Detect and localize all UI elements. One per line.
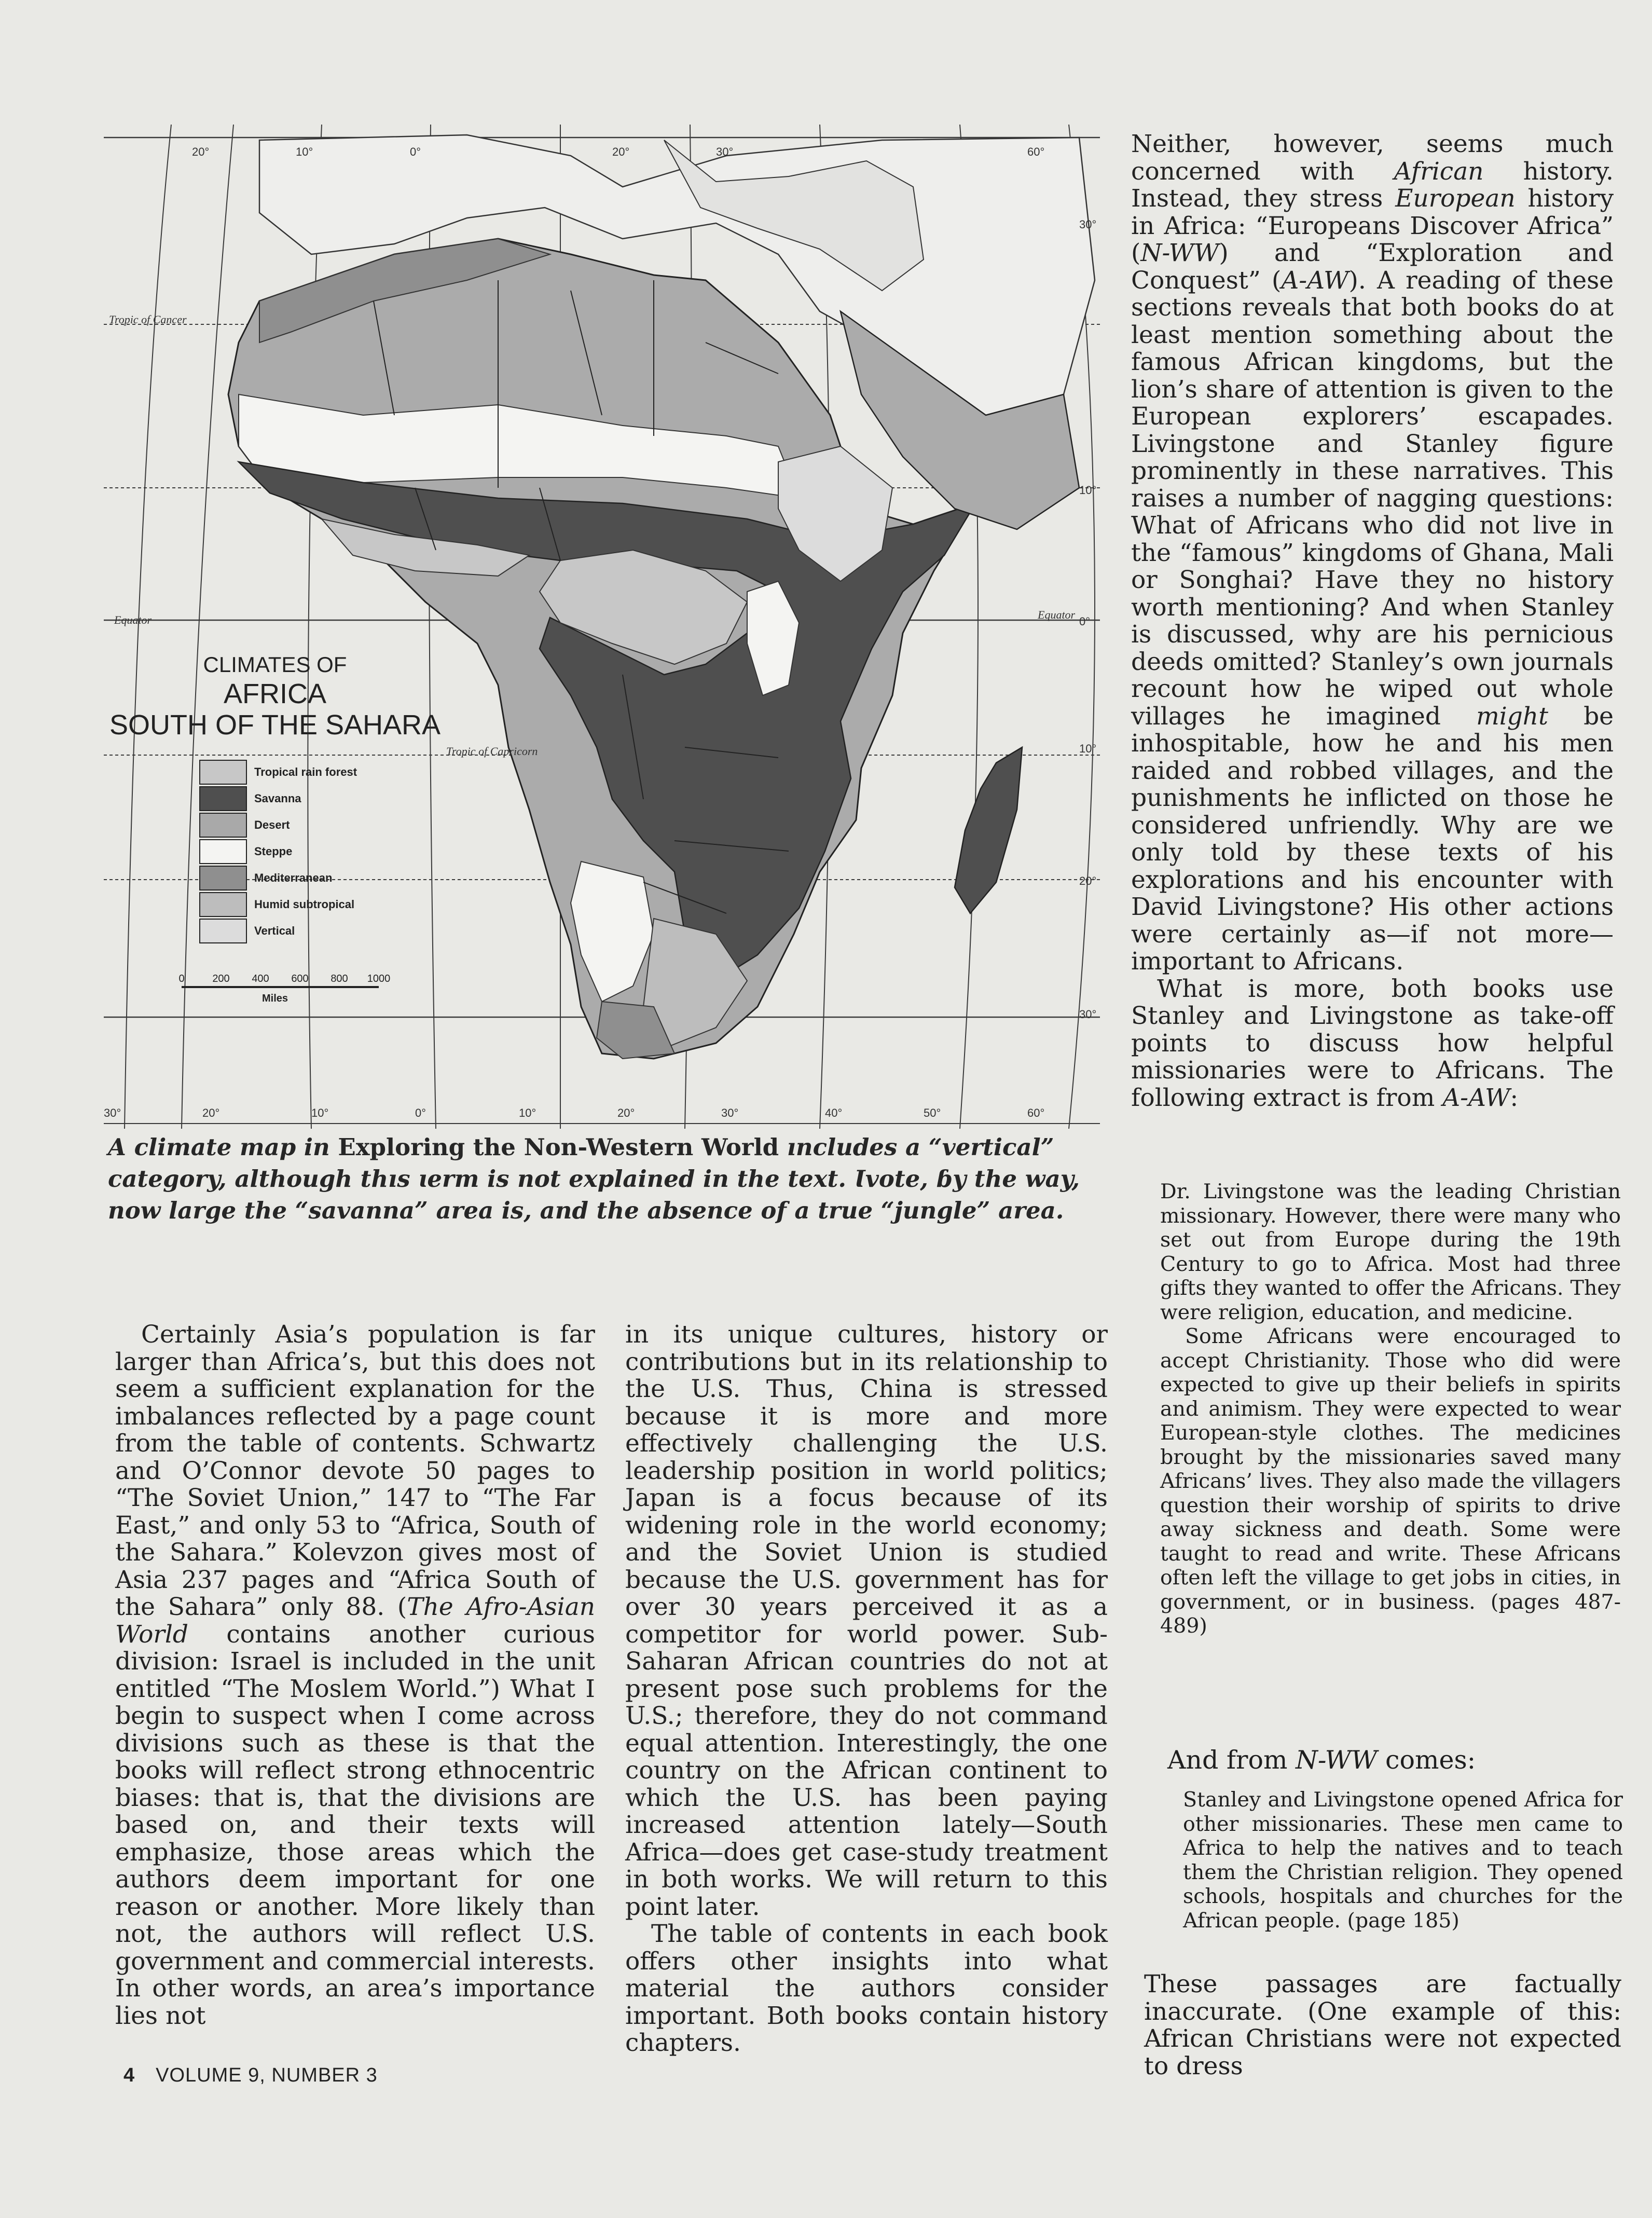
legend-swatch	[200, 866, 246, 890]
page-footer	[123, 2064, 378, 2087]
tropic-of-cancer-label: Tropic of Cancer	[109, 313, 187, 326]
map-title-line-2: AFRICA	[223, 678, 327, 709]
right-paragraph-2	[1131, 976, 1614, 1112]
bottom-deg-6: 20°	[617, 1106, 635, 1119]
tropic-of-capricorn-label: Tropic of Capricorn	[446, 745, 538, 758]
middle-paragraph-2: The table of contents in each book offers other insights into what material the authors consider important. Both books contain history chapters.	[625, 1920, 1108, 2057]
map-title-line-1: CLIMATES OF	[203, 652, 347, 677]
legend-swatch	[200, 760, 246, 784]
map-caption	[108, 1131, 1109, 1226]
right-text-i: ). A reading of these sections reveals that both books do at least mention something about the famous African kingdoms, but the lion’s share of attention is given to the European explorers’ escapades. Livingstone and Stanley figure prominently in these narratives. This raises a number of nagging questions: What of Africans who did not live in the “famous” kingdoms of Ghana, Mali or Songhai? Have they no history worth mentioning? And when Stanley is discussed, why are his pernicious deeds omitted? Stanley’s own journals recount how he wiped out whole villages he imagined	[1131, 266, 1614, 731]
bottom-deg-5: 10°	[519, 1106, 536, 1119]
right-text-2b: A-AW	[1442, 1083, 1510, 1112]
top-deg-4: 20°	[612, 145, 630, 158]
bottom-deg-2: 20°	[202, 1106, 220, 1119]
map-title-line-3: SOUTH OF THE SAHARA	[109, 709, 441, 741]
right-deg-5: 20°	[1079, 874, 1097, 887]
top-deg-5: 30°	[716, 145, 734, 158]
left-text-c: contains another curious division: Israel is included in the unit entitled “The Moslem World.”) What I begin to suspect when I come across divisions such as these is that the books will reflect strong ethnocentric biases: that is, that the divisions are based on, and their texts will emphasize, those areas which the authors deem important for one reason or another. More likely than not, the authors will reflect U.S. government and commercial interests. In other words, an area’s importance lies not	[115, 1620, 595, 2030]
bottom-deg-7: 30°	[721, 1106, 739, 1119]
top-deg-2: 10°	[296, 145, 313, 158]
right-text-f: N-WW	[1140, 239, 1219, 267]
equator-left-label: Equator	[114, 613, 152, 626]
subhead-c: comes:	[1377, 1745, 1476, 1775]
scale-tick-label: 400	[252, 973, 269, 984]
subhead-a: And from	[1167, 1745, 1296, 1775]
quote-aaw	[1160, 1180, 1621, 1638]
closing-paragraph: These passages are factually inaccurate. (One example of this: African Christians were not expected to dress	[1144, 1970, 1621, 2080]
top-deg-1: 20°	[192, 145, 210, 158]
legend-swatch	[200, 840, 246, 864]
left-text-book: The Afro-Asian World	[115, 1593, 595, 1649]
left-column	[115, 1321, 595, 2030]
right-deg-4: 10°	[1079, 742, 1097, 755]
legend-label: Desert	[254, 818, 290, 831]
right-text-e: history in Africa: “Europeans Discover Africa” (	[1131, 184, 1614, 267]
right-text-2c: :	[1510, 1083, 1519, 1112]
scale-tick-label: 200	[212, 973, 230, 984]
bottom-deg-10: 60°	[1027, 1106, 1045, 1119]
legend-label: Tropical rain forest	[254, 765, 357, 778]
legend-label: Vertical	[254, 924, 295, 937]
left-paragraph	[115, 1321, 595, 2030]
bottom-deg-4: 0°	[415, 1106, 426, 1119]
right-text-g: ) and “Exploration and Conquest” (	[1131, 239, 1614, 295]
legend-swatch	[200, 919, 246, 943]
caption-part-2: ıncludes a “vertical” category, although thıs ɩerm is not explained in the text. Ɩvote, ɓy the way, now large the “savanna” area is, and the absence of a true “jungle” area.	[108, 1133, 1080, 1224]
bottom-deg-3: 10°	[311, 1106, 329, 1119]
scale-tick-label: 800	[331, 973, 348, 984]
left-text-a: Certainly Asia’s population is far larger than Africa’s, but this does not seem a sufficient explanation for the imbalances reflected by a page count from the table of contents. Schwartz and O’Connor devote 50 pages to “The Soviet Union,” 147 to “The Far East,” and only 53 to “Africa, South of the Sahara.” Kolevzon gives most of Asia 237 pages and “Africa South of the Sahara” only 88. (	[115, 1320, 595, 1621]
right-deg-6: 30°	[1079, 1008, 1097, 1021]
legend-label: Mediterranean	[254, 871, 333, 884]
right-column	[1131, 131, 1614, 1112]
scale-tick-label: 1000	[367, 973, 391, 984]
right-text-b: African	[1394, 157, 1484, 186]
equator-right-label: Equator	[1038, 608, 1076, 621]
bottom-deg-8: 40°	[825, 1106, 843, 1119]
climate-map	[104, 125, 1100, 1129]
quote-nww	[1183, 1788, 1623, 1933]
quote-aaw-paragraph-2: Some Africans were encouraged to accept Christianity. Those who did were expected to give up their beliefs in spirits and animism. They were expected to wear European-style clothes. The medicines brought by the missionaries saved many Africans’ lives. They also made the villagers question their worship of spirits to drive away sickness and death. Some were taught to read and write. These Africans often left the village to get jobs in cities, in government, or in business. (pages 487-489)	[1160, 1324, 1621, 1638]
scale-tick-label: 0	[178, 973, 185, 984]
bottom-deg-9: 50°	[924, 1106, 941, 1119]
right-text-h: A-AW	[1281, 266, 1349, 295]
bottom-deg-1: 30°	[104, 1106, 121, 1119]
subhead-nww	[1167, 1745, 1476, 1776]
caption-part-1: A climate map in	[108, 1133, 338, 1161]
right-text-c: history. Instead, they stress	[1131, 157, 1614, 213]
right-text-2a: What is more, both books use Stanley and Livingstone as take-off points to discuss how helpful missionaries were to Africans. The following extract is from	[1131, 974, 1614, 1112]
right-paragraph-1	[1131, 131, 1614, 976]
right-deg-1: 30°	[1079, 218, 1097, 231]
right-deg-3: 0°	[1079, 615, 1091, 628]
legend-swatch	[200, 813, 246, 837]
middle-column	[625, 1321, 1108, 2057]
legend-swatch	[200, 893, 246, 916]
right-text-k: be inhospitable, how he and his men raided and robbed villages, and the punishments he inflicted on those he considered unfriendly. Why are we only told by these texts of his explorations and his encounter with David Livingstone? His other actions were certainly as—if not more—important to Africans.	[1131, 702, 1614, 976]
right-text-j: might	[1476, 702, 1548, 731]
top-deg-3: 0°	[410, 145, 421, 158]
caption-book-title: Exploring the Non-Western World	[338, 1133, 779, 1161]
legend-label: Humid subtropical	[254, 898, 355, 911]
issue-label: VOLUME 9, NUMBER 3	[156, 2064, 378, 2086]
right-text-d: European	[1395, 184, 1516, 213]
subhead-b: N-WW	[1296, 1745, 1378, 1775]
scale-unit: Miles	[261, 993, 288, 1004]
legend-label: Savanna	[254, 792, 301, 805]
quote-nww-paragraph: Stanley and Livingstone opened Africa for other missionaries. These men came to Africa to help the natives and to teach them the Christian religion. They opened schools, hospitals and churches for the African people. (page 185)	[1183, 1788, 1623, 1933]
right-text-a: Neither, however, seems much concerned with	[1131, 130, 1614, 186]
scale-tick-label: 600	[291, 973, 309, 984]
quote-aaw-paragraph-1: Dr. Livingstone was the leading Christian missionary. However, there were many who set out from Europe during the 19th Century to go to Africa. Most had three gifts they wanted to offer the Africans. They were religion, education, and medicine.	[1160, 1180, 1621, 1324]
top-deg-6: 60°	[1027, 145, 1045, 158]
legend-label: Steppe	[254, 845, 293, 858]
right-deg-2: 10°	[1079, 484, 1097, 497]
legend-swatch	[200, 787, 246, 811]
middle-paragraph-1: in its unique cultures, history or contributions but in its relationship to the U.S. Thus, China is stressed because it is more and more effectively challenging the U.S. leadership position in world politics; Japan is a focus because of its widening role in the world economy; and the Soviet Union is studied because the U.S. government has for over 30 years perceived it as a competitor for world power. Sub-Saharan African countries do not at present pose such problems for the U.S.; therefore, they do not command equal attention. Interestingly, the one country on the African continent to which the U.S. has been paying increased attention lately—South Africa—does get case-study treatment in both works. We will return to this point later.	[625, 1320, 1108, 1921]
page-number: 4	[123, 2064, 135, 2086]
